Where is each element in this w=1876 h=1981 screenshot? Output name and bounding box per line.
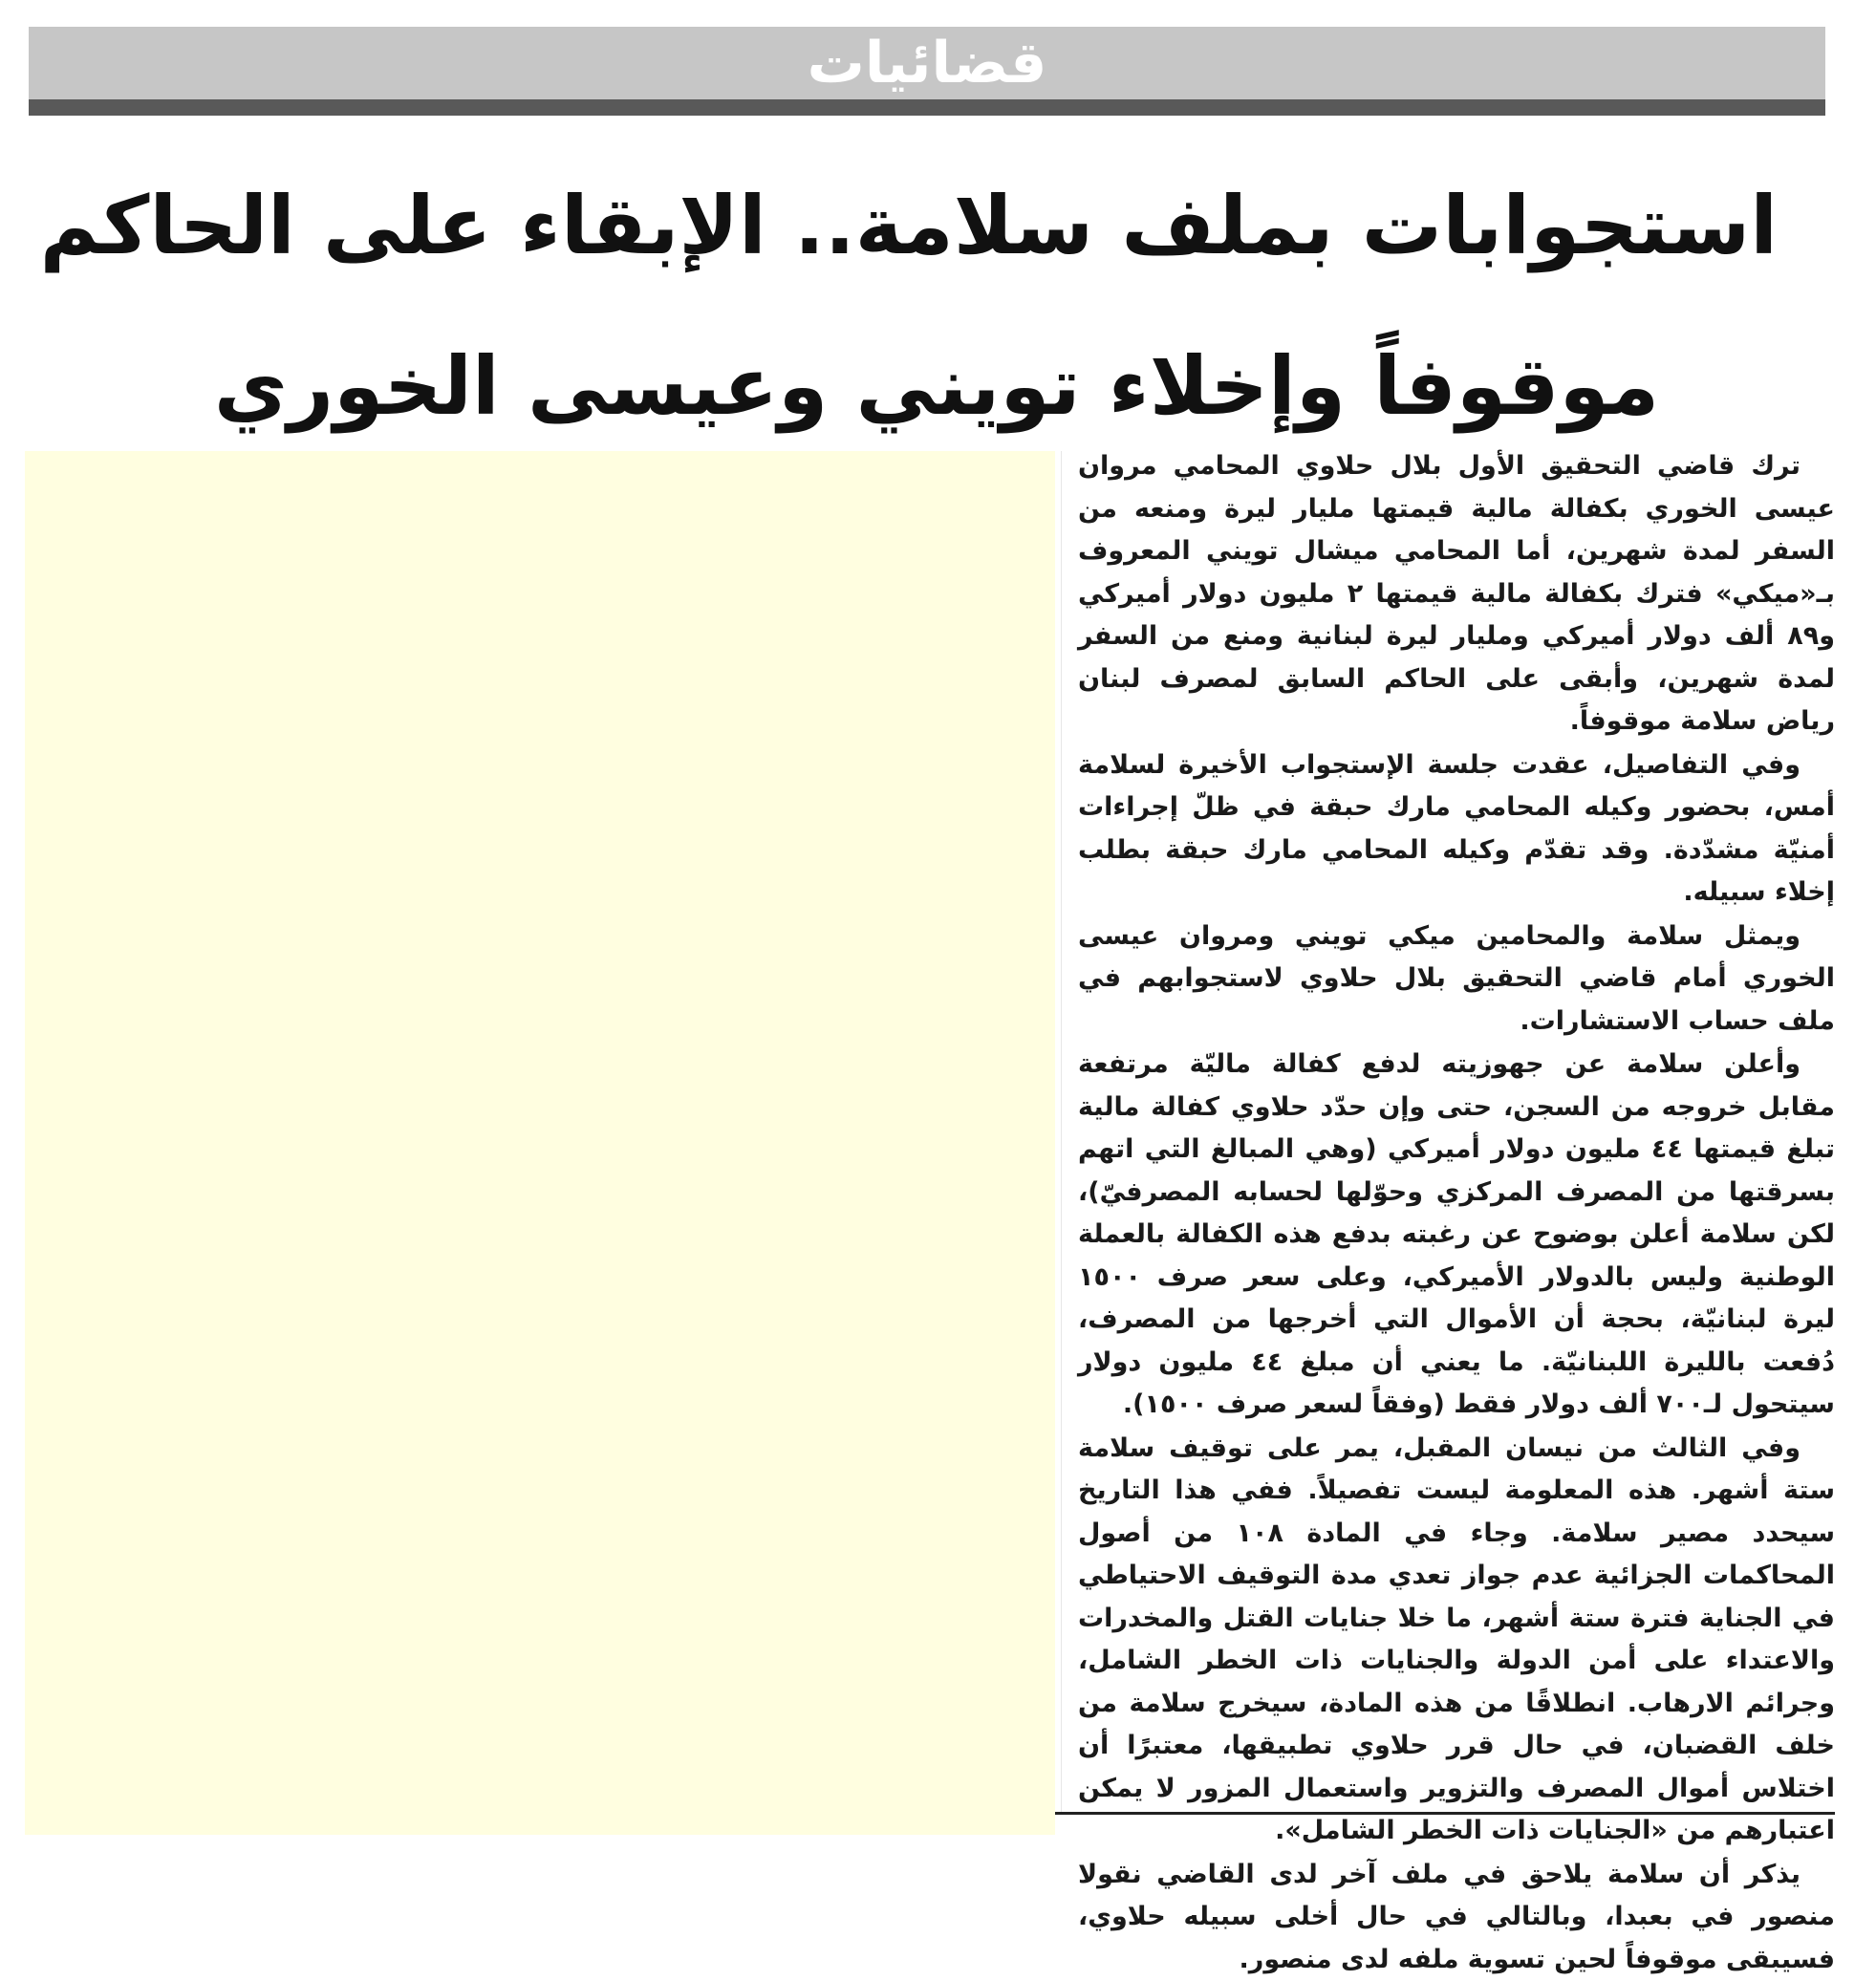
article-paragraph: يذكر أن سلامة يلاحق في ملف آخر لدى القاضي نقولا منصور في بعبدا، وبالتالي في حال أخلى سبيله حلاوي، فسيبقى موقوفاً لحين تسوية ملفه لدى منصور. [1078, 1854, 1835, 1981]
article-paragraph: وفي الثالث من نيسان المقبل، يمر على توقيف سلامة ستة أشهر. هذه المعلومة ليست تفصيلاً. ففي هذا التاريخ سيحدد مصير سلامة. وجاء في المادة ١٠٨ من أصول المحاكمات الجزائية عدم جواز تعدي مدة التوقيف الاحتياطي في الجناية فترة ستة أشهر، ما خلا جنايات القتل والمخدرات والاعتداء على أمن الدولة والجنايات ذات الخطر الشامل، وجرائم الارهاب. انطلاقًا من هذه المادة، سيخرج سلامة من خلف القضبان، في حال قرر حلاوي تطبيقها، معتبرًا أن اختلاس أموال المصرف والتزوير واستعمال المزور لا يمكن اعتبارهم من «الجنايات ذات الخطر الشامل». [1078, 1428, 1835, 1853]
article-paragraph: ويمثل سلامة والمحامين ميكي تويني ومروان عيسى الخوري أمام قاضي التحقيق بلال حلاوي لاستجوابهم في ملف حساب الاستشارات. [1078, 915, 1835, 1044]
headline-line-1: استجوابات بملف سلامة.. الإبقاء على الحاكم [96, 145, 1778, 306]
article-paragraph: وأعلن سلامة عن جهوزيته لدفع كفالة ماليّة مرتفعة مقابل خروجه من السجن، حتى وإن حدّد حلاوي كفالة مالية تبلغ قيمتها ٤٤ مليون دولار أميركي (وهي المبالغ التي اتهم بسرقتها من المصرف المركزي وحوّلها لحسابه المصرفيّ)، لكن سلامة أعلن بوضوح عن رغبته بدفع هذه الكفالة بالعملة الوطنية وليس بالدولار الأميركي، وعلى سعر صرف ١٥٠٠ ليرة لبنانيّة، بحجة أن الأموال التي أخرجها من المصرف، دُفعت بالليرة اللبنانيّة. ما يعني أن مبلغ ٤٤ مليون دولار سيتحول لـ٧٠٠ ألف دولار فقط (وفقاً لسعر صرف ١٥٠٠). [1078, 1044, 1835, 1427]
photo-placeholder [25, 451, 1055, 1835]
article-paragraph: ترك قاضي التحقيق الأول بلال حلاوي المحامي مروان عيسى الخوري بكفالة مالية قيمتها مليار ليرة ومنعه من السفر لمدة شهرين، أما المحامي ميشال تويني المعروف بـ«ميكي» فترك بكفالة مالية قيمتها ٢ مليون دولار أميركي و٨٩ ألف دولار أميركي ومليار ليرة لبنانية ومنع من السفر لمدة شهرين، وأبقى على الحاكم السابق لمصرف لبنان رياض سلامة موقوفاً. [1078, 445, 1835, 743]
headline-line-2: موقوفاً وإخلاء تويني وعيسى الخوري [96, 306, 1778, 466]
headline [96, 145, 1778, 466]
column-divider [1061, 451, 1062, 1812]
section-banner-rule [29, 99, 1825, 116]
section-banner [29, 27, 1825, 99]
section-title: قضائيات [808, 27, 1047, 99]
bottom-rule [1055, 1812, 1835, 1815]
article-paragraph: وفي التفاصيل، عقدت جلسة الإستجواب الأخيرة لسلامة أمس، بحضور وكيله المحامي مارك حبقة في ظلّ إجراءات أمنيّة مشدّدة. وقد تقدّم وكيله المحامي مارك حبقة بطلب إخلاء سبيله. [1078, 744, 1835, 915]
article-body [1078, 445, 1835, 1802]
